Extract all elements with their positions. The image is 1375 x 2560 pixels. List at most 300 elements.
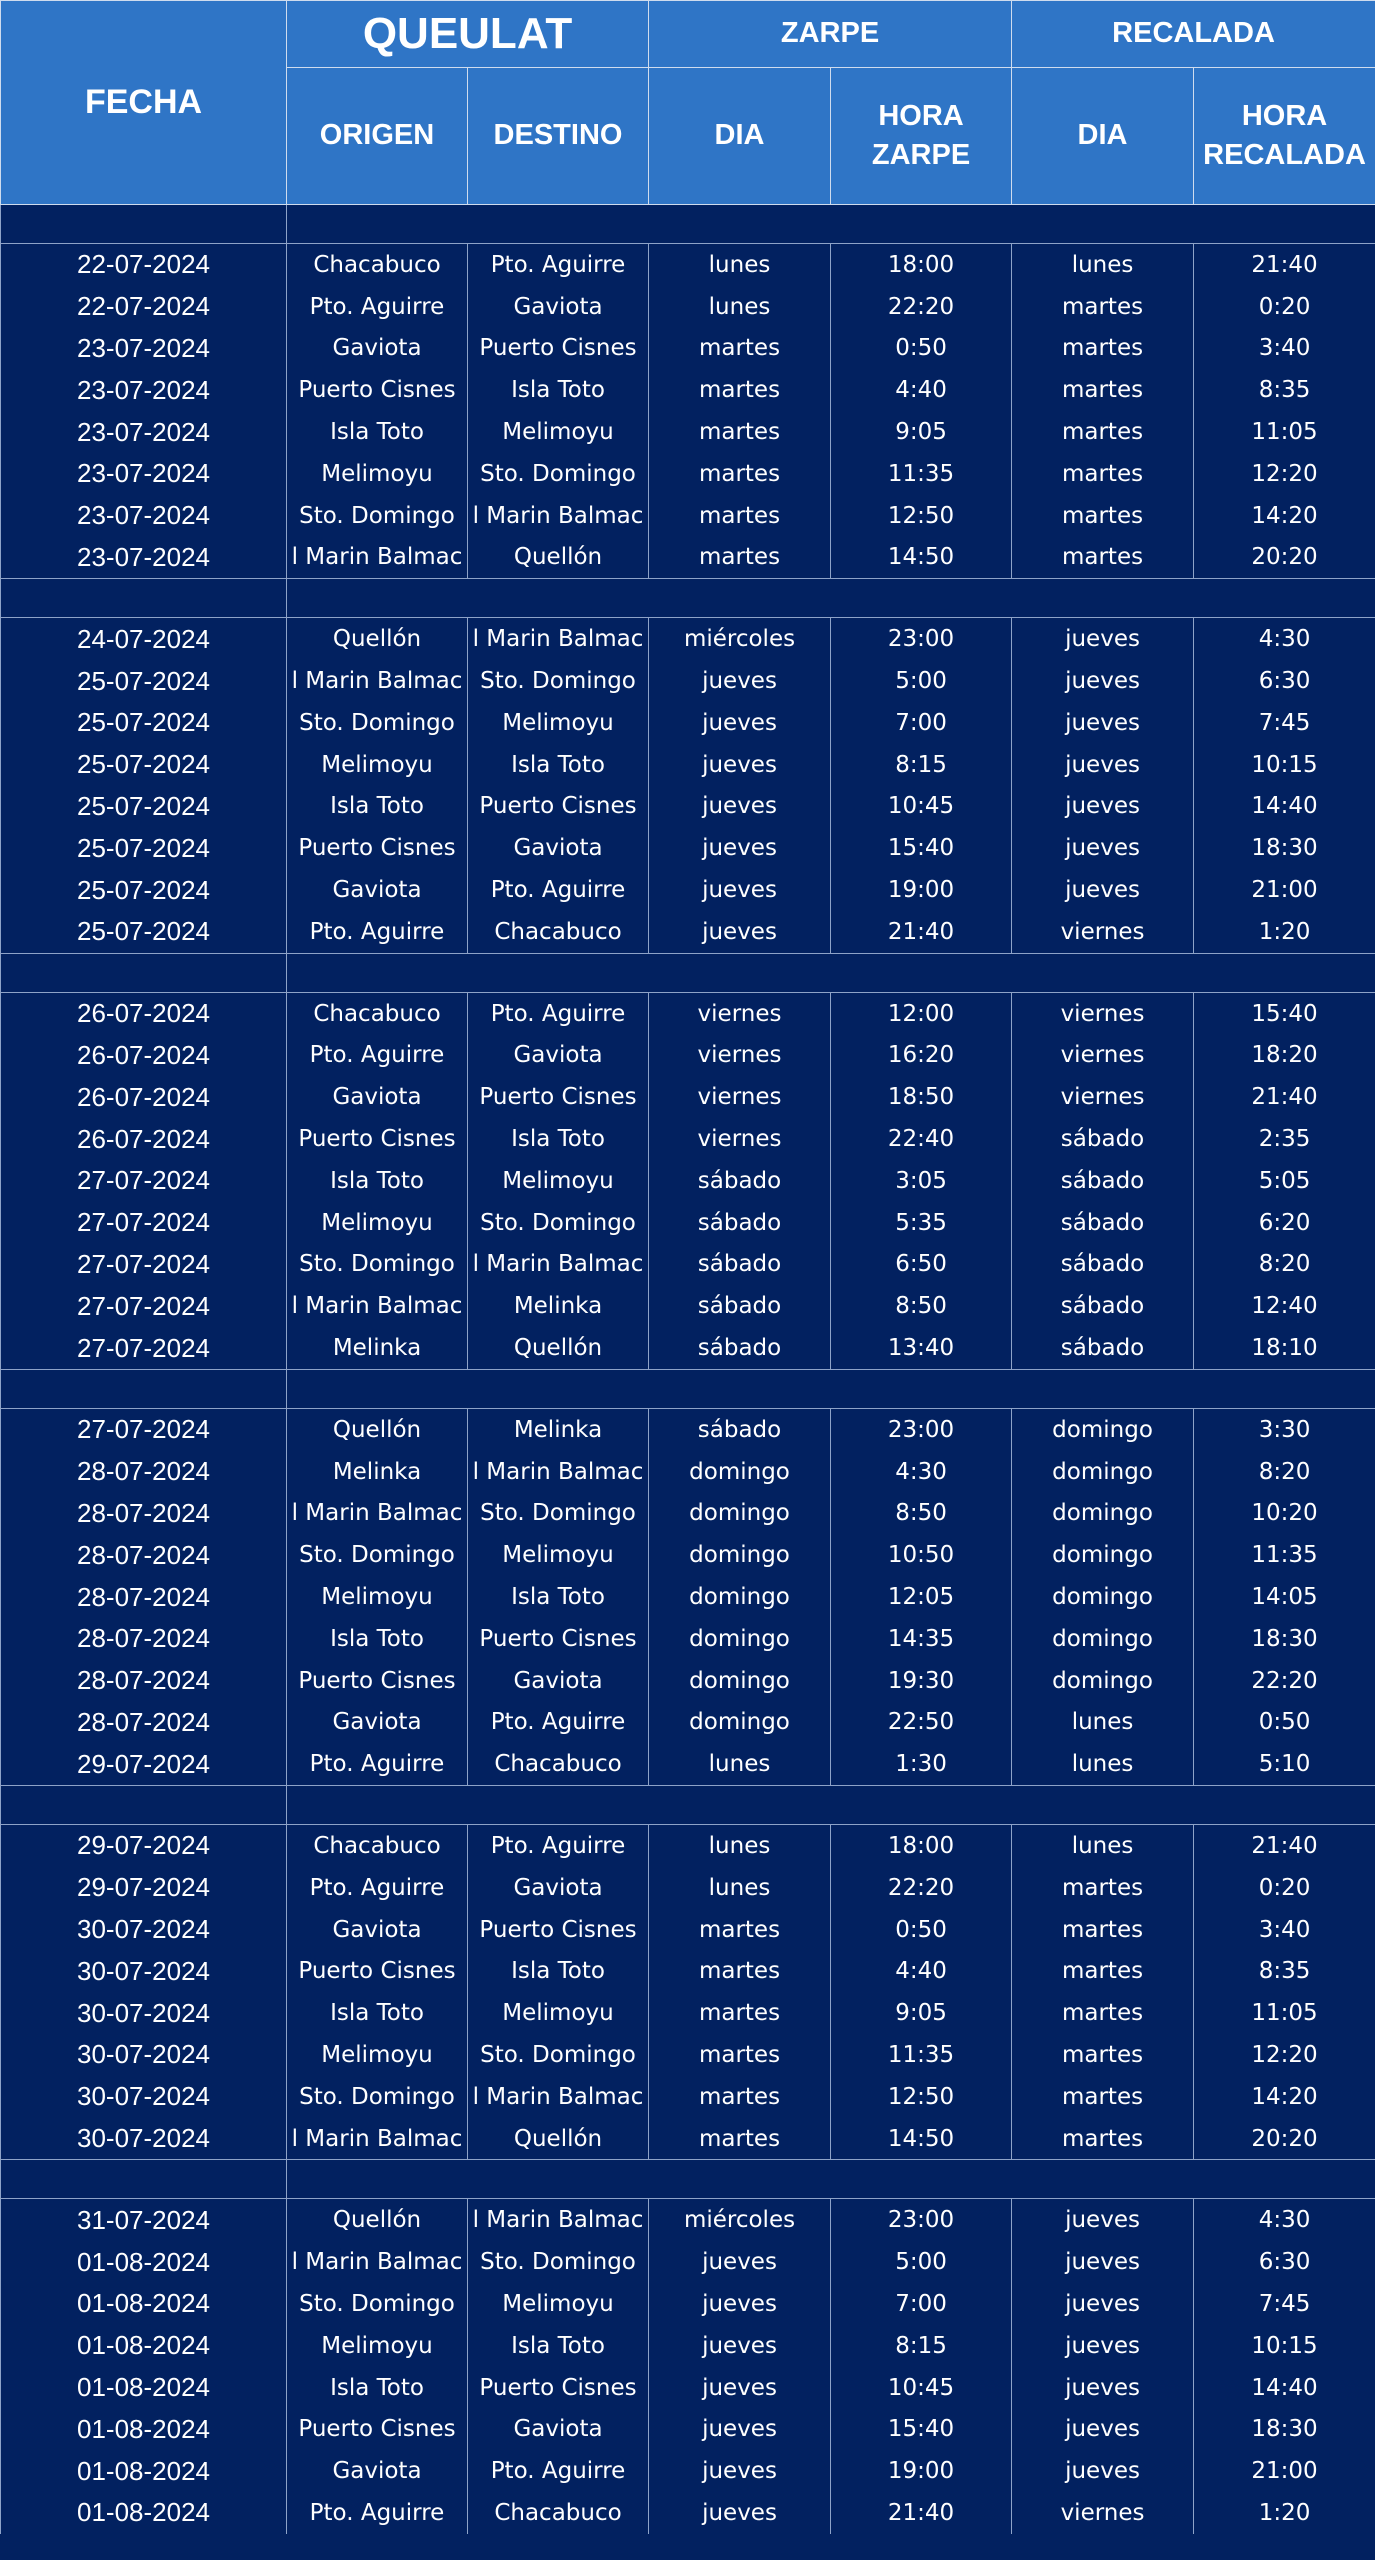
- departure-time-cell: 23:00: [831, 2199, 1012, 2241]
- date-cell: 25-07-2024: [1, 702, 287, 744]
- departure-time-cell: 12:05: [831, 1576, 1012, 1618]
- origin-cell: l Marin Balmac: [287, 660, 468, 702]
- origin-cell: Pto. Aguirre: [287, 286, 468, 328]
- destination-cell: Pto. Aguirre: [468, 244, 649, 286]
- destination-cell: Sto. Domingo: [468, 1202, 649, 1244]
- table-row: [1, 1702, 1375, 1744]
- table-row: [1, 1534, 1375, 1576]
- separator-cell: [1194, 205, 1375, 244]
- destination-cell: Gaviota: [468, 2408, 649, 2450]
- origin-cell: Melinka: [287, 1327, 468, 1369]
- departure-day-cell: lunes: [649, 244, 831, 286]
- departure-time-cell: 0:50: [831, 1909, 1012, 1951]
- destination-cell: Quellón: [468, 537, 649, 579]
- table-row: [1, 328, 1375, 370]
- table-row: [1, 1825, 1375, 1867]
- group-separator: [1, 579, 1375, 618]
- date-cell: 30-07-2024: [1, 1950, 287, 1992]
- destination-cell: Melimoyu: [468, 1992, 649, 2034]
- table-row: [1, 1076, 1375, 1118]
- origin-cell: Isla Toto: [287, 1160, 468, 1202]
- origin-cell: Chacabuco: [287, 244, 468, 286]
- destination-cell: Isla Toto: [468, 744, 649, 786]
- date-cell: 30-07-2024: [1, 1992, 287, 2034]
- destination-cell: Isla Toto: [468, 1576, 649, 1618]
- arrival-time-cell: 6:30: [1194, 2241, 1375, 2283]
- table-row: [1, 1992, 1375, 2034]
- arrival-time-cell: 20:20: [1194, 2118, 1375, 2160]
- separator-cell: [287, 953, 468, 992]
- arrival-time-cell: 14:40: [1194, 2367, 1375, 2409]
- arrival-time-cell: 1:20: [1194, 911, 1375, 953]
- arrival-day-cell: domingo: [1012, 1660, 1194, 1702]
- departure-time-cell: 7:00: [831, 702, 1012, 744]
- destination-cell: l Marin Balmac: [468, 1244, 649, 1286]
- table-row: [1, 1660, 1375, 1702]
- arrival-time-cell: 18:30: [1194, 2408, 1375, 2450]
- departure-time-cell: 18:00: [831, 244, 1012, 286]
- arrival-time-cell: 8:20: [1194, 1451, 1375, 1493]
- separator-cell: [1194, 1369, 1375, 1408]
- dia-recalada-header: DIA: [1012, 68, 1194, 205]
- separator-cell: [831, 579, 1012, 618]
- arrival-time-cell: 10:15: [1194, 2325, 1375, 2367]
- departure-time-cell: 12:50: [831, 495, 1012, 537]
- departure-time-cell: 11:35: [831, 453, 1012, 495]
- origin-cell: Melinka: [287, 1451, 468, 1493]
- origin-cell: Pto. Aguirre: [287, 2492, 468, 2534]
- table-row: [1, 2283, 1375, 2325]
- date-cell: 25-07-2024: [1, 827, 287, 869]
- arrival-time-cell: 0:20: [1194, 1867, 1375, 1909]
- arrival-time-cell: 4:30: [1194, 618, 1375, 660]
- separator-cell: [468, 579, 649, 618]
- departure-day-cell: sábado: [649, 1327, 831, 1369]
- table-row: [1, 827, 1375, 869]
- separator-cell: [1, 1369, 287, 1408]
- departure-day-cell: martes: [649, 537, 831, 579]
- departure-time-cell: 9:05: [831, 411, 1012, 453]
- departure-time-cell: 21:40: [831, 911, 1012, 953]
- date-cell: 26-07-2024: [1, 992, 287, 1034]
- departure-day-cell: jueves: [649, 827, 831, 869]
- arrival-day-cell: martes: [1012, 2034, 1194, 2076]
- separator-cell: [1012, 579, 1194, 618]
- arrival-time-cell: 2:35: [1194, 1118, 1375, 1160]
- destination-cell: Chacabuco: [468, 911, 649, 953]
- table-row: [1, 2408, 1375, 2450]
- departure-time-cell: 8:50: [831, 1285, 1012, 1327]
- arrival-day-cell: sábado: [1012, 1160, 1194, 1202]
- separator-cell: [1, 953, 287, 992]
- destination-cell: Sto. Domingo: [468, 660, 649, 702]
- departure-day-cell: martes: [649, 2118, 831, 2160]
- arrival-time-cell: 14:05: [1194, 1576, 1375, 1618]
- arrival-day-cell: martes: [1012, 1909, 1194, 1951]
- arrival-time-cell: 5:10: [1194, 1743, 1375, 1785]
- departure-time-cell: 10:50: [831, 1534, 1012, 1576]
- origin-cell: Puerto Cisnes: [287, 369, 468, 411]
- arrival-day-cell: viernes: [1012, 1076, 1194, 1118]
- origin-cell: Puerto Cisnes: [287, 1118, 468, 1160]
- separator-cell: [1012, 2160, 1194, 2199]
- separator-cell: [468, 953, 649, 992]
- departure-day-cell: sábado: [649, 1202, 831, 1244]
- date-cell: 01-08-2024: [1, 2325, 287, 2367]
- arrival-day-cell: sábado: [1012, 1285, 1194, 1327]
- origin-cell: Puerto Cisnes: [287, 1950, 468, 1992]
- arrival-time-cell: 18:20: [1194, 1035, 1375, 1077]
- destination-cell: Pto. Aguirre: [468, 2450, 649, 2492]
- destination-cell: Melimoyu: [468, 1534, 649, 1576]
- date-cell: 27-07-2024: [1, 1285, 287, 1327]
- table-row: [1, 1576, 1375, 1618]
- arrival-time-cell: 8:35: [1194, 1950, 1375, 1992]
- departure-day-cell: sábado: [649, 1244, 831, 1286]
- schedule-body: [1, 205, 1375, 2534]
- departure-day-cell: jueves: [649, 2241, 831, 2283]
- table-row: [1, 992, 1375, 1034]
- separator-cell: [287, 1369, 468, 1408]
- arrival-day-cell: martes: [1012, 2076, 1194, 2118]
- table-row: [1, 1950, 1375, 1992]
- separator-cell: [831, 2160, 1012, 2199]
- table-row: [1, 2492, 1375, 2534]
- departure-time-cell: 14:50: [831, 2118, 1012, 2160]
- date-cell: 23-07-2024: [1, 453, 287, 495]
- separator-cell: [1012, 953, 1194, 992]
- date-cell: 26-07-2024: [1, 1076, 287, 1118]
- table-row: [1, 1327, 1375, 1369]
- departure-day-cell: lunes: [649, 1825, 831, 1867]
- arrival-time-cell: 6:20: [1194, 1202, 1375, 1244]
- destination-cell: Melinka: [468, 1408, 649, 1450]
- destination-cell: Melimoyu: [468, 411, 649, 453]
- departure-day-cell: martes: [649, 328, 831, 370]
- destination-cell: Puerto Cisnes: [468, 1618, 649, 1660]
- departure-day-cell: martes: [649, 369, 831, 411]
- origin-cell: Gaviota: [287, 1909, 468, 1951]
- arrival-time-cell: 21:40: [1194, 244, 1375, 286]
- date-cell: 31-07-2024: [1, 2199, 287, 2241]
- origin-cell: Isla Toto: [287, 1618, 468, 1660]
- date-cell: 24-07-2024: [1, 618, 287, 660]
- departure-day-cell: domingo: [649, 1702, 831, 1744]
- destination-cell: Melimoyu: [468, 2283, 649, 2325]
- origin-cell: Gaviota: [287, 1702, 468, 1744]
- arrival-time-cell: 21:40: [1194, 1825, 1375, 1867]
- origin-cell: l Marin Balmac: [287, 2118, 468, 2160]
- separator-cell: [1194, 953, 1375, 992]
- table-row: [1, 2199, 1375, 2241]
- origin-cell: Gaviota: [287, 328, 468, 370]
- separator-cell: [1012, 1786, 1194, 1825]
- departure-day-cell: viernes: [649, 1035, 831, 1077]
- departure-day-cell: jueves: [649, 744, 831, 786]
- destination-cell: Isla Toto: [468, 1950, 649, 1992]
- destination-cell: l Marin Balmac: [468, 495, 649, 537]
- departure-time-cell: 5:00: [831, 660, 1012, 702]
- destination-cell: Gaviota: [468, 1867, 649, 1909]
- arrival-time-cell: 21:40: [1194, 1076, 1375, 1118]
- arrival-day-cell: martes: [1012, 328, 1194, 370]
- arrival-day-cell: martes: [1012, 495, 1194, 537]
- date-cell: 25-07-2024: [1, 786, 287, 828]
- arrival-time-cell: 10:15: [1194, 744, 1375, 786]
- arrival-time-cell: 5:05: [1194, 1160, 1375, 1202]
- arrival-time-cell: 8:35: [1194, 369, 1375, 411]
- separator-cell: [649, 1786, 831, 1825]
- arrival-time-cell: 3:40: [1194, 1909, 1375, 1951]
- separator-cell: [1, 1786, 287, 1825]
- departure-time-cell: 4:30: [831, 1451, 1012, 1493]
- separator-cell: [649, 953, 831, 992]
- arrival-time-cell: 11:05: [1194, 1992, 1375, 2034]
- origin-cell: Melimoyu: [287, 2034, 468, 2076]
- arrival-day-cell: sábado: [1012, 1202, 1194, 1244]
- departure-day-cell: viernes: [649, 1076, 831, 1118]
- group-separator: [1, 1786, 1375, 1825]
- arrival-day-cell: jueves: [1012, 702, 1194, 744]
- separator-cell: [468, 205, 649, 244]
- departure-day-cell: martes: [649, 1950, 831, 1992]
- separator-cell: [831, 1369, 1012, 1408]
- arrival-day-cell: martes: [1012, 1950, 1194, 1992]
- separator-cell: [831, 1786, 1012, 1825]
- departure-day-cell: domingo: [649, 1534, 831, 1576]
- departure-time-cell: 11:35: [831, 2034, 1012, 2076]
- arrival-day-cell: martes: [1012, 411, 1194, 453]
- departure-time-cell: 12:50: [831, 2076, 1012, 2118]
- date-cell: 27-07-2024: [1, 1327, 287, 1369]
- separator-cell: [468, 1786, 649, 1825]
- destination-cell: l Marin Balmac: [468, 1451, 649, 1493]
- arrival-time-cell: 22:20: [1194, 1660, 1375, 1702]
- departure-time-cell: 22:40: [831, 1118, 1012, 1160]
- table-row: [1, 495, 1375, 537]
- separator-cell: [287, 2160, 468, 2199]
- date-cell: 01-08-2024: [1, 2241, 287, 2283]
- departure-time-cell: 12:00: [831, 992, 1012, 1034]
- separator-cell: [649, 579, 831, 618]
- arrival-time-cell: 14:20: [1194, 495, 1375, 537]
- departure-time-cell: 22:50: [831, 1702, 1012, 1744]
- departure-time-cell: 7:00: [831, 2283, 1012, 2325]
- table-row: [1, 911, 1375, 953]
- departure-time-cell: 4:40: [831, 369, 1012, 411]
- arrival-day-cell: sábado: [1012, 1244, 1194, 1286]
- table-row: [1, 2241, 1375, 2283]
- destination-cell: Pto. Aguirre: [468, 1825, 649, 1867]
- arrival-day-cell: viernes: [1012, 911, 1194, 953]
- date-cell: 29-07-2024: [1, 1743, 287, 1785]
- departure-day-cell: martes: [649, 1992, 831, 2034]
- destination-cell: Isla Toto: [468, 1118, 649, 1160]
- arrival-day-cell: domingo: [1012, 1408, 1194, 1450]
- date-cell: 28-07-2024: [1, 1702, 287, 1744]
- separator-cell: [468, 2160, 649, 2199]
- departure-day-cell: jueves: [649, 2283, 831, 2325]
- origin-cell: Sto. Domingo: [287, 2076, 468, 2118]
- destination-cell: Gaviota: [468, 1035, 649, 1077]
- arrival-day-cell: lunes: [1012, 1702, 1194, 1744]
- date-cell: 30-07-2024: [1, 2076, 287, 2118]
- separator-cell: [649, 205, 831, 244]
- arrival-time-cell: 12:20: [1194, 453, 1375, 495]
- destination-cell: Gaviota: [468, 286, 649, 328]
- destination-cell: Melimoyu: [468, 1160, 649, 1202]
- origin-cell: Quellón: [287, 2199, 468, 2241]
- departure-day-cell: martes: [649, 453, 831, 495]
- origin-cell: l Marin Balmac: [287, 537, 468, 579]
- date-cell: 26-07-2024: [1, 1118, 287, 1160]
- origin-cell: Gaviota: [287, 1076, 468, 1118]
- arrival-day-cell: jueves: [1012, 2325, 1194, 2367]
- origin-cell: Isla Toto: [287, 2367, 468, 2409]
- recalada-header: RECALADA: [1012, 1, 1375, 68]
- arrival-time-cell: 3:30: [1194, 1408, 1375, 1450]
- arrival-day-cell: martes: [1012, 1867, 1194, 1909]
- origin-cell: Gaviota: [287, 869, 468, 911]
- departure-time-cell: 1:30: [831, 1743, 1012, 1785]
- arrival-day-cell: lunes: [1012, 1743, 1194, 1785]
- date-cell: 23-07-2024: [1, 411, 287, 453]
- origin-cell: Quellón: [287, 618, 468, 660]
- arrival-day-cell: domingo: [1012, 1451, 1194, 1493]
- departure-day-cell: martes: [649, 495, 831, 537]
- separator-cell: [1194, 579, 1375, 618]
- date-cell: 27-07-2024: [1, 1160, 287, 1202]
- arrival-day-cell: martes: [1012, 2118, 1194, 2160]
- date-cell: 25-07-2024: [1, 744, 287, 786]
- table-row: [1, 1118, 1375, 1160]
- destination-cell: Quellón: [468, 2118, 649, 2160]
- departure-time-cell: 14:35: [831, 1618, 1012, 1660]
- destino-header: DESTINO: [468, 68, 649, 205]
- destination-cell: Puerto Cisnes: [468, 786, 649, 828]
- departure-time-cell: 22:20: [831, 286, 1012, 328]
- date-cell: 25-07-2024: [1, 911, 287, 953]
- arrival-day-cell: martes: [1012, 1992, 1194, 2034]
- separator-cell: [287, 579, 468, 618]
- date-cell: 23-07-2024: [1, 369, 287, 411]
- arrival-time-cell: 14:20: [1194, 2076, 1375, 2118]
- departure-time-cell: 8:50: [831, 1493, 1012, 1535]
- departure-day-cell: sábado: [649, 1408, 831, 1450]
- departure-time-cell: 5:35: [831, 1202, 1012, 1244]
- date-cell: 30-07-2024: [1, 1909, 287, 1951]
- departure-day-cell: domingo: [649, 1493, 831, 1535]
- arrival-day-cell: jueves: [1012, 2450, 1194, 2492]
- departure-time-cell: 21:40: [831, 2492, 1012, 2534]
- separator-cell: [831, 953, 1012, 992]
- date-cell: 22-07-2024: [1, 286, 287, 328]
- departure-time-cell: 0:50: [831, 328, 1012, 370]
- table-row: [1, 2367, 1375, 2409]
- origin-cell: Puerto Cisnes: [287, 827, 468, 869]
- arrival-time-cell: 8:20: [1194, 1244, 1375, 1286]
- destination-cell: Puerto Cisnes: [468, 1076, 649, 1118]
- departure-time-cell: 23:00: [831, 1408, 1012, 1450]
- separator-cell: [649, 2160, 831, 2199]
- table-row: [1, 1867, 1375, 1909]
- destination-cell: Chacabuco: [468, 1743, 649, 1785]
- date-cell: 27-07-2024: [1, 1408, 287, 1450]
- table-row: [1, 1909, 1375, 1951]
- table-row: [1, 286, 1375, 328]
- origin-cell: Melimoyu: [287, 2325, 468, 2367]
- group-separator: [1, 953, 1375, 992]
- arrival-time-cell: 3:40: [1194, 328, 1375, 370]
- origin-cell: Pto. Aguirre: [287, 1867, 468, 1909]
- departure-time-cell: 10:45: [831, 786, 1012, 828]
- destination-cell: Isla Toto: [468, 2325, 649, 2367]
- arrival-day-cell: viernes: [1012, 992, 1194, 1034]
- arrival-time-cell: 0:20: [1194, 286, 1375, 328]
- table-row: [1, 2118, 1375, 2160]
- date-cell: 01-08-2024: [1, 2367, 287, 2409]
- date-cell: 01-08-2024: [1, 2408, 287, 2450]
- arrival-day-cell: lunes: [1012, 1825, 1194, 1867]
- arrival-time-cell: 21:00: [1194, 869, 1375, 911]
- departure-day-cell: martes: [649, 1909, 831, 1951]
- departure-day-cell: jueves: [649, 2367, 831, 2409]
- separator-cell: [649, 1369, 831, 1408]
- arrival-day-cell: jueves: [1012, 786, 1194, 828]
- arrival-day-cell: martes: [1012, 453, 1194, 495]
- departure-day-cell: domingo: [649, 1576, 831, 1618]
- group-separator: [1, 1369, 1375, 1408]
- table-row: [1, 1408, 1375, 1450]
- departure-day-cell: jueves: [649, 2492, 831, 2534]
- table-row: [1, 537, 1375, 579]
- arrival-day-cell: jueves: [1012, 2408, 1194, 2450]
- arrival-day-cell: jueves: [1012, 2199, 1194, 2241]
- departure-time-cell: 10:45: [831, 2367, 1012, 2409]
- departure-day-cell: lunes: [649, 1743, 831, 1785]
- date-cell: 30-07-2024: [1, 2118, 287, 2160]
- date-cell: 28-07-2024: [1, 1576, 287, 1618]
- departure-time-cell: 19:00: [831, 869, 1012, 911]
- table-row: [1, 2034, 1375, 2076]
- origen-header: ORIGEN: [287, 68, 468, 205]
- arrival-day-cell: martes: [1012, 286, 1194, 328]
- arrival-day-cell: jueves: [1012, 744, 1194, 786]
- destination-cell: l Marin Balmac: [468, 2076, 649, 2118]
- separator-cell: [1, 2160, 287, 2199]
- departure-day-cell: miércoles: [649, 618, 831, 660]
- departure-time-cell: 3:05: [831, 1160, 1012, 1202]
- origin-cell: Pto. Aguirre: [287, 911, 468, 953]
- hora-recalada-header: HORA RECALADA: [1194, 68, 1375, 205]
- departure-day-cell: domingo: [649, 1451, 831, 1493]
- destination-cell: Melimoyu: [468, 702, 649, 744]
- group-separator: [1, 2160, 1375, 2199]
- separator-cell: [1012, 1369, 1194, 1408]
- departure-day-cell: jueves: [649, 660, 831, 702]
- arrival-time-cell: 10:20: [1194, 1493, 1375, 1535]
- destination-cell: Gaviota: [468, 827, 649, 869]
- departure-day-cell: martes: [649, 2076, 831, 2118]
- dia-zarpe-header: DIA: [649, 68, 831, 205]
- departure-day-cell: jueves: [649, 786, 831, 828]
- arrival-time-cell: 7:45: [1194, 2283, 1375, 2325]
- arrival-day-cell: martes: [1012, 369, 1194, 411]
- arrival-time-cell: 12:20: [1194, 2034, 1375, 2076]
- arrival-day-cell: jueves: [1012, 869, 1194, 911]
- arrival-day-cell: jueves: [1012, 827, 1194, 869]
- departure-time-cell: 14:50: [831, 537, 1012, 579]
